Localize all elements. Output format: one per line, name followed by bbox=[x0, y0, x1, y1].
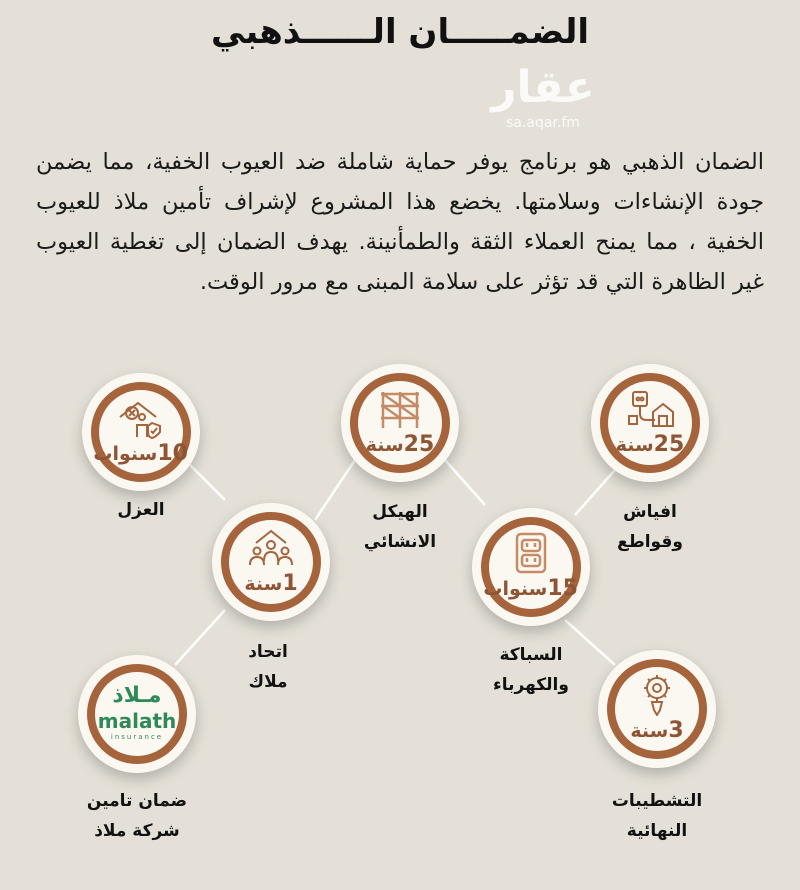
scaffold-icon bbox=[375, 388, 425, 430]
badge-outlets bbox=[591, 364, 709, 482]
owners-association-icon bbox=[246, 527, 296, 569]
page-title: الضمـــــان الــــــذهبي bbox=[210, 12, 590, 52]
badge-plumbing bbox=[472, 508, 590, 626]
badge-outlets-number: 25 bbox=[653, 432, 685, 457]
badge-insulation bbox=[82, 373, 200, 491]
insulation-icon bbox=[116, 397, 166, 439]
malath-logo-english: malath bbox=[97, 709, 177, 733]
badge-malath bbox=[78, 655, 196, 773]
badge-finishing-unit: سنة bbox=[630, 720, 669, 742]
watermark-name: عقار bbox=[491, 62, 595, 113]
badge-plumbing-number: 15 bbox=[547, 576, 578, 601]
malath-logo-subtitle: insurance bbox=[110, 733, 164, 741]
badge-insulation-number: 10 bbox=[157, 441, 188, 466]
badge-structure bbox=[341, 364, 459, 482]
badge-owners-number: 1 bbox=[282, 571, 298, 596]
gear-brush-icon bbox=[632, 674, 682, 716]
label-insulation: العزل bbox=[117, 500, 165, 520]
badge-owners-unit: سنة bbox=[244, 573, 283, 595]
badge-finishing-number: 3 bbox=[668, 718, 684, 743]
badge-plumbing-unit: سنوات bbox=[483, 578, 548, 600]
label-plumbing: السباكة والكهرباء bbox=[493, 645, 569, 695]
badge-structure-number: 25 bbox=[403, 432, 435, 457]
label-outlets: افياش وقواطع bbox=[617, 502, 683, 552]
badge-structure-unit: سنة bbox=[365, 434, 404, 456]
watermark-url: sa.aqar.fm bbox=[506, 115, 580, 131]
label-structure: الهيكل الانشائي bbox=[363, 502, 437, 552]
electrical-outlet-icon bbox=[625, 388, 675, 430]
label-owners: اتحاد ملاك bbox=[248, 642, 288, 692]
intro-paragraph: الضمان الذهبي هو برنامج يوفر حماية شاملة ضد العيوب الخفية، مما يضمن جودة الإنشاءات وسلامتها. يخضع هذا المشروع لإشراف تأمين ملاذ للعيوب الخفية ، مما يمنح العملاء الثقة والطمأنينة. يهدف الضمان إلى تغطية العيوب غير الظاهرة التي قد تؤثر على سلامة المبنى مع مرور الوقت. bbox=[36, 149, 764, 295]
label-finishing: التشطيبات النهائية bbox=[611, 791, 703, 841]
badge-finishing bbox=[598, 650, 716, 768]
badge-insulation-unit: سنوات bbox=[93, 443, 158, 465]
label-malath: ضمان تامين شركة ملاذ bbox=[86, 791, 188, 841]
malath-logo-arabic: مـلاذ bbox=[112, 683, 162, 708]
badge-owners bbox=[212, 503, 330, 621]
badge-outlets-unit: سنة bbox=[615, 434, 654, 456]
power-socket-icon bbox=[506, 532, 556, 574]
malath-logo bbox=[96, 667, 178, 761]
